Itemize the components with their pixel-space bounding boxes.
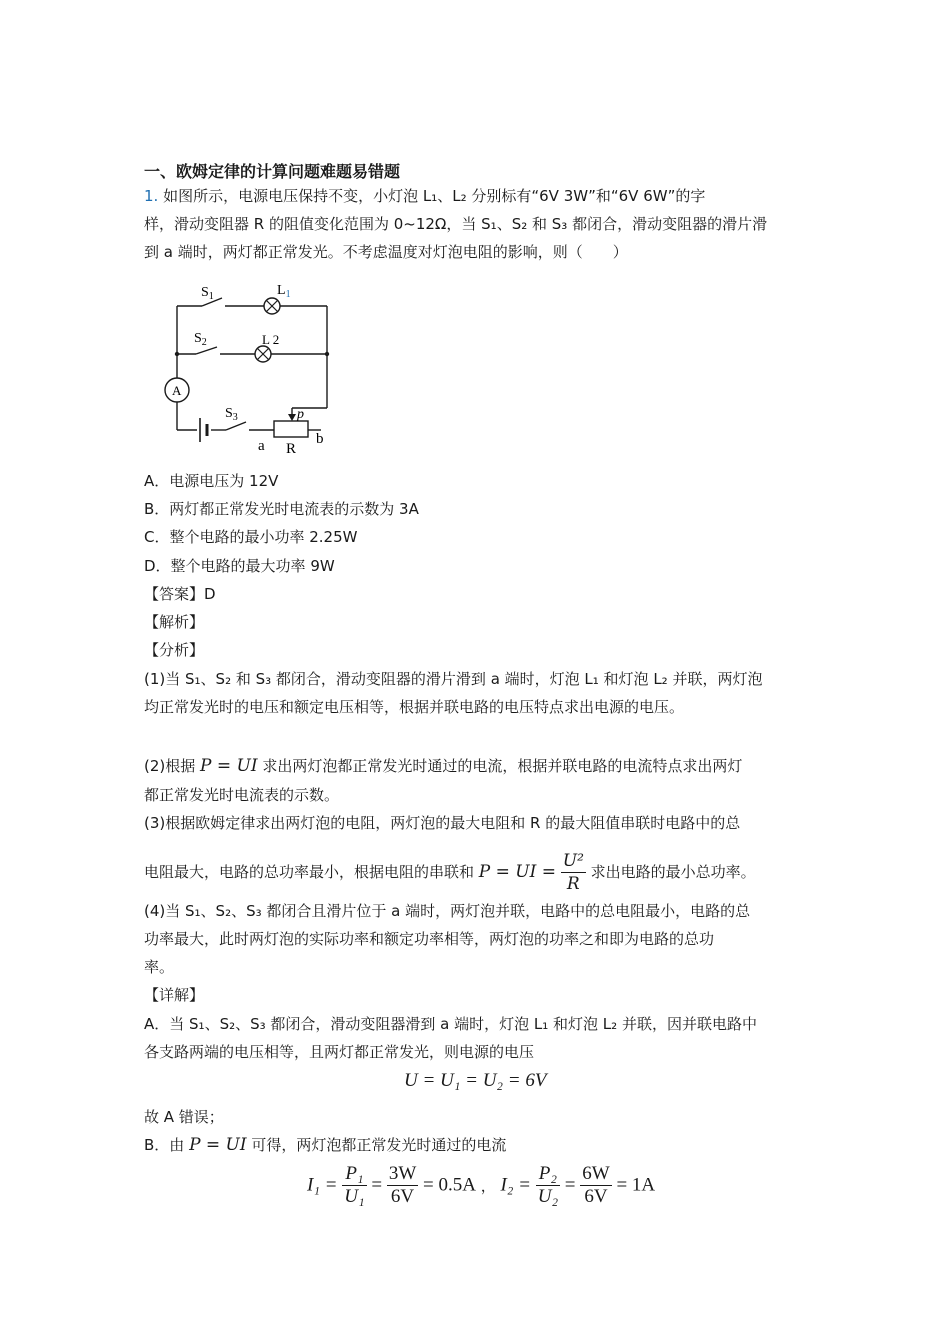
label-ammeter: A: [172, 383, 182, 398]
formula-power-left: P = UI =: [478, 862, 556, 882]
rheostat-icon: [274, 421, 308, 437]
lamp-l1-icon: [264, 298, 280, 314]
analysis-1-line-1: (1)当 S₁、S₂ 和 S₃ 都闭合，滑动变阻器的滑片滑到 a 端时，灯泡 L₁ 和灯泡 L₂ 并联，两灯泡: [144, 670, 763, 688]
label-l2: L 2: [262, 332, 280, 347]
formula-voltage: U = U₁ = U₂ = 6V: [404, 1070, 547, 1091]
formula-currents: I₁ = $\frac{\text{P₁}}{\text{U₁}}$ = $\frac{3W}{6V}$ = 0.5A ， I₂ = $\frac{\text{P₂}}{\text{U₂}}$ = $\frac{6W}{6V}$ = 1A: [307, 1163, 656, 1207]
slider-arrow-icon: [288, 414, 296, 421]
formula-u2-over-r: $\frac{\text{U²}}{R}$: [562, 851, 584, 894]
formula-p-ui-2: P = UI: [189, 1135, 247, 1155]
detail-a-conclusion: 故 A 错误；: [144, 1108, 224, 1126]
analysis-4-line-2: 功率最大，此时两灯泡的实际功率和额定功率相等，两灯泡的功率之和即为电路的总功: [144, 930, 715, 948]
label-p: p: [297, 407, 304, 422]
section-title: 一、欧姆定律的计算问题难题易错题: [144, 162, 401, 181]
detail-a-line-2: 各支路两端的电压相等，且两灯都正常发光，则电源的电压: [144, 1043, 535, 1061]
label-a: a: [258, 438, 265, 454]
option-a: A．电源电压为 12V: [144, 472, 279, 490]
question-line-2: 样，滑动变阻器 R 的阻值变化范围为 0~12Ω，当 S₁、S₂ 和 S₃ 都闭合，滑动变阻器的滑片滑: [144, 215, 768, 233]
battery-icon: [200, 418, 207, 442]
analysis-2-line-1: (2)根据 P = UI 求出两灯泡都正常发光时通过的电流，根据并联电路的电流特点求出两灯: [144, 756, 743, 776]
question-line-3: 到 a 端时，两灯都正常发光。不考虑温度对灯泡电阻的影响，则（ ）: [144, 243, 628, 261]
circuit-diagram: [150, 278, 350, 463]
detail-b-line-1: B．由 P = UI 可得，两灯泡都正常发光时通过的电流: [144, 1135, 507, 1155]
option-b: B．两灯都正常发光时电流表的示数为 3A: [144, 500, 419, 518]
label-s1: $S_1$: [201, 285, 214, 302]
formula-p-ui: P = UI: [200, 756, 258, 776]
label-s3: $S_3$: [225, 406, 238, 423]
analysis-2-line-2: 都正常发光时电流表的示数。: [144, 786, 340, 804]
switch-s3-blade: [226, 422, 246, 430]
detail-a-line-1: A．当 S₁、S₂、S₃ 都闭合，滑动变阻器滑到 a 端时，灯泡 L₁ 和灯泡 L₂ 并联，因并联电路中: [144, 1015, 757, 1033]
label-l1: $L_1$: [277, 283, 291, 300]
option-d: D．整个电路的最大功率 9W: [144, 557, 335, 575]
switch-s2-blade: [196, 347, 217, 354]
question-line-1: [144, 186, 705, 206]
analysis-4-line-1: (4)当 S₁、S₂、S₃ 都闭合且滑片位于 a 端时，两灯泡并联，电路中的总电阻最小，电路的总: [144, 902, 751, 920]
label-s2: $S_2$: [194, 331, 207, 348]
answer: 【答案】D: [144, 585, 216, 603]
label-r: R: [286, 441, 297, 457]
analysis-3-line-1: (3)根据欧姆定律求出两灯泡的电阻，两灯泡的最大电阻和 R 的最大阻值串联时电路中的总: [144, 814, 741, 832]
analysis-1-line-2: 均正常发光时的电压和额定电压相等，根据并联电路的电压特点求出电源的电压。: [144, 698, 685, 716]
fenxi-heading: 【分析】: [144, 641, 205, 659]
question-text-1: 如图所示，电源电压保持不变，小灯泡 L₁、L₂ 分别标有“6V 3W”和“6V 6W”的字: [163, 187, 706, 205]
xiangjie-heading: 【详解】: [144, 986, 205, 1004]
label-b: b: [316, 431, 324, 447]
analysis-4-line-3: 率。: [144, 958, 175, 976]
jiexi-heading: 【解析】: [144, 613, 205, 631]
analysis-3-line-2: 电阻最大，电路的总功率最小，根据电阻的串联和 P = UI = $\frac{\text{U²}}{R}$ 求出电路的最小总功率。: [144, 851, 756, 894]
lamp-l2-icon: [255, 346, 271, 362]
question-number: 1.: [144, 187, 159, 205]
option-c: C．整个电路的最小功率 2.25W: [144, 528, 358, 546]
